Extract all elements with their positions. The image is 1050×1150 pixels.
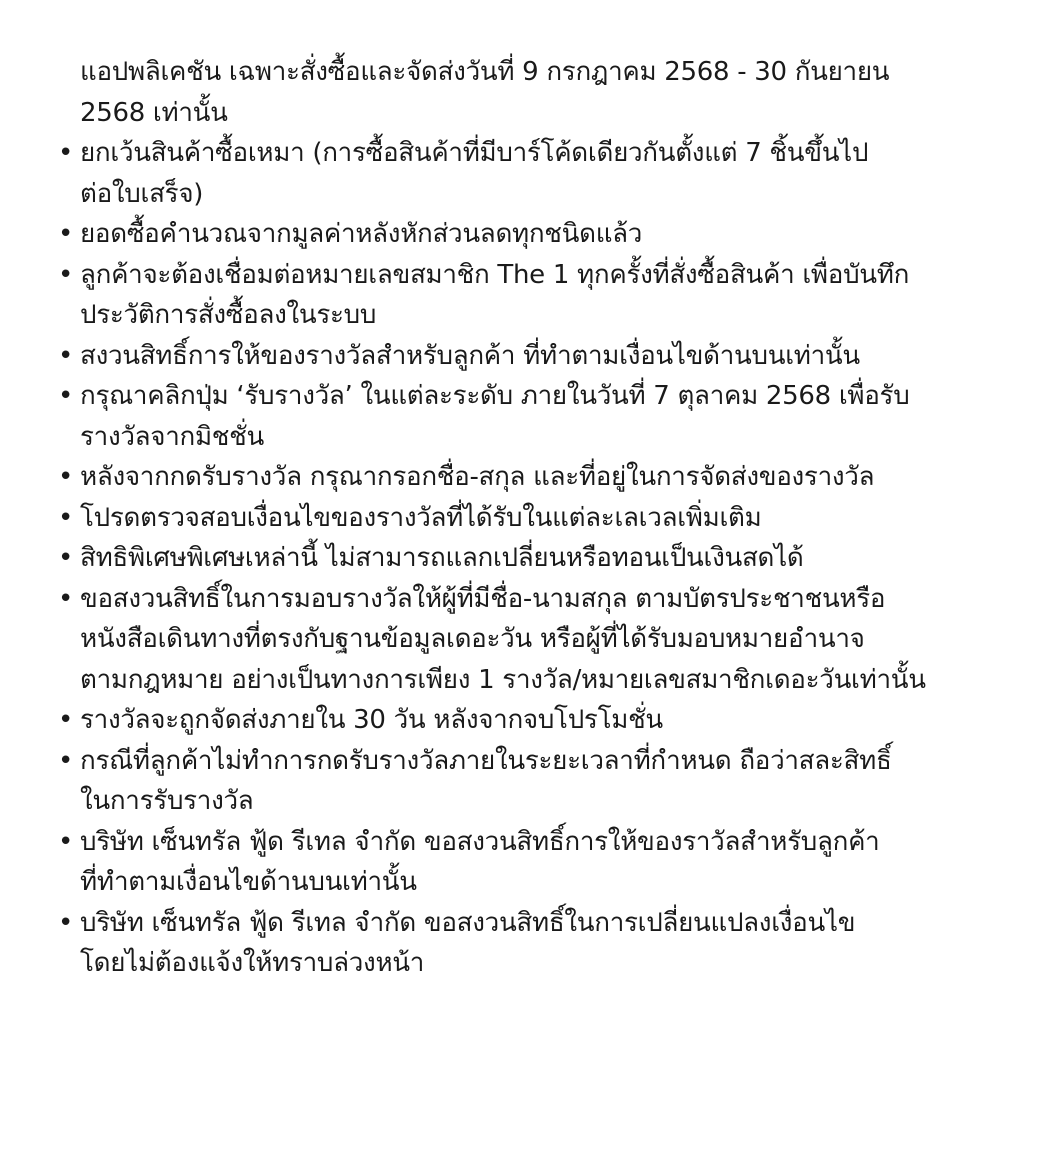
bullet-icon: • [58,138,74,168]
text-line: รางวัลจะถูกจัดส่งภายใน 30 วัน หลังจากจบโปรโมชั่น [80,705,663,735]
text-line: สิทธิพิเศษพิเศษเหล่านี้ ไม่สามารถแลกเปลี่ยนหรือทอนเป็นเงินสดได้ [80,543,804,573]
text-line: ต่อใบเสร็จ) [80,178,204,209]
list-item [58,822,1000,903]
list-item [58,255,1000,336]
bullet-icon: • [58,219,74,249]
text-line: สงวนสิทธิ์การให้ของรางวัลสำหรับลูกค้า ที่ทำตามเงื่อนไขด้านบนเท่านั้น [80,340,860,371]
text-line: ประวัติการสั่งซื้อลงในระบบ [80,300,377,330]
bullet-icon: • [58,826,74,857]
bullet-icon: • [58,745,74,776]
list-item [58,579,1000,701]
terms-list [0,133,1050,984]
text-line: กรุณาคลิกปุ่ม ‘รับรางวัล’ ในแต่ละระดับ ภายในวันที่ 7 ตุลาคม 2568 เพื่อรับ [80,381,910,411]
bullet-icon: • [58,907,74,938]
text-line: หนังสือเดินทางที่ตรงกับฐานข้อมูลเดอะวัน หรือผู้ที่ได้รับมอบหมายอำนาจ [80,624,865,654]
text-line: โปรดตรวจสอบเงื่อนไขของรางวัลที่ได้รับในแต่ละเลเวลเพิ่มเติม [80,502,762,533]
terms-and-conditions [0,52,1050,984]
bullet-icon: • [58,502,74,533]
list-item [58,538,1000,579]
bullet-icon: • [58,259,74,290]
list-item [58,336,1000,377]
list-item [58,457,1000,498]
text-line: รางวัลจากมิชชั่น [80,421,264,452]
text-line: ขอสงวนสิทธิ์ในการมอบรางวัลให้ผู้ที่มีชื่อ-นามสกุล ตามบัตรประชาชนหรือ [80,583,886,614]
text-line: บริษัท เซ็นทรัล ฟู้ด รีเทล จำกัด ขอสงวนสิทธิ์ในการเปลี่ยนแปลงเงื่อนไข [80,907,856,938]
bullet-icon: • [58,583,74,614]
list-item [58,498,1000,539]
intro-continuation [80,52,1000,133]
text-line: โดยไม่ต้องแจ้งให้ทราบล่วงหน้า [80,948,425,978]
list-item [58,903,1000,984]
bullet-icon: • [58,340,74,371]
text-line: ตามกฎหมาย อย่างเป็นทางการเพียง 1 รางวัล/หมายเลขสมาชิกเดอะวันเท่านั้น [80,664,926,695]
text-line: ในการรับรางวัล [80,786,254,816]
text-line: ลูกค้าจะต้องเชื่อมต่อหมายเลขสมาชิก The 1 ทุกครั้งที่สั่งซื้อสินค้า เพื่อบันทึก [80,259,910,290]
list-item [58,741,1000,822]
text-line: บริษัท เซ็นทรัล ฟู้ด รีเทล จำกัด ขอสงวนสิทธิ์การให้ของราวัลสำหรับลูกค้า [80,826,880,857]
bullet-icon: • [58,543,74,573]
list-item [58,700,1000,741]
text-line: หลังจากกดรับรางวัล กรุณากรอกชื่อ-สกุล และที่อยู่ในการจัดส่งของรางวัล [80,462,875,492]
list-item [58,376,1000,457]
text-line: 2568 เท่านั้น [80,97,228,128]
text-line: กรณีที่ลูกค้าไม่ทำการกดรับรางวัลภายในระยะเวลาที่กำหนด ถือว่าสละสิทธิ์ [80,745,892,776]
bullet-icon: • [58,462,74,492]
text-line: ยกเว้นสินค้าซื้อเหมา (การซื้อสินค้าที่มีบาร์โค้ดเดียวกันตั้งแต่ 7 ชิ้นขึ้นไป [80,138,869,168]
text-line: ที่ทำตามเงื่อนไขด้านบนเท่านั้น [80,867,417,897]
text-line: แอปพลิเคชัน เฉพาะสั่งซื้อและจัดส่งวันที่ 9 กรกฎาคม 2568 - 30 กันยายน [80,57,890,87]
bullet-icon: • [58,381,74,411]
list-item [58,214,1000,255]
text-line: ยอดซื้อคำนวณจากมูลค่าหลังหักส่วนลดทุกชนิดแล้ว [80,219,643,249]
bullet-icon: • [58,705,74,735]
list-item [58,133,1000,214]
